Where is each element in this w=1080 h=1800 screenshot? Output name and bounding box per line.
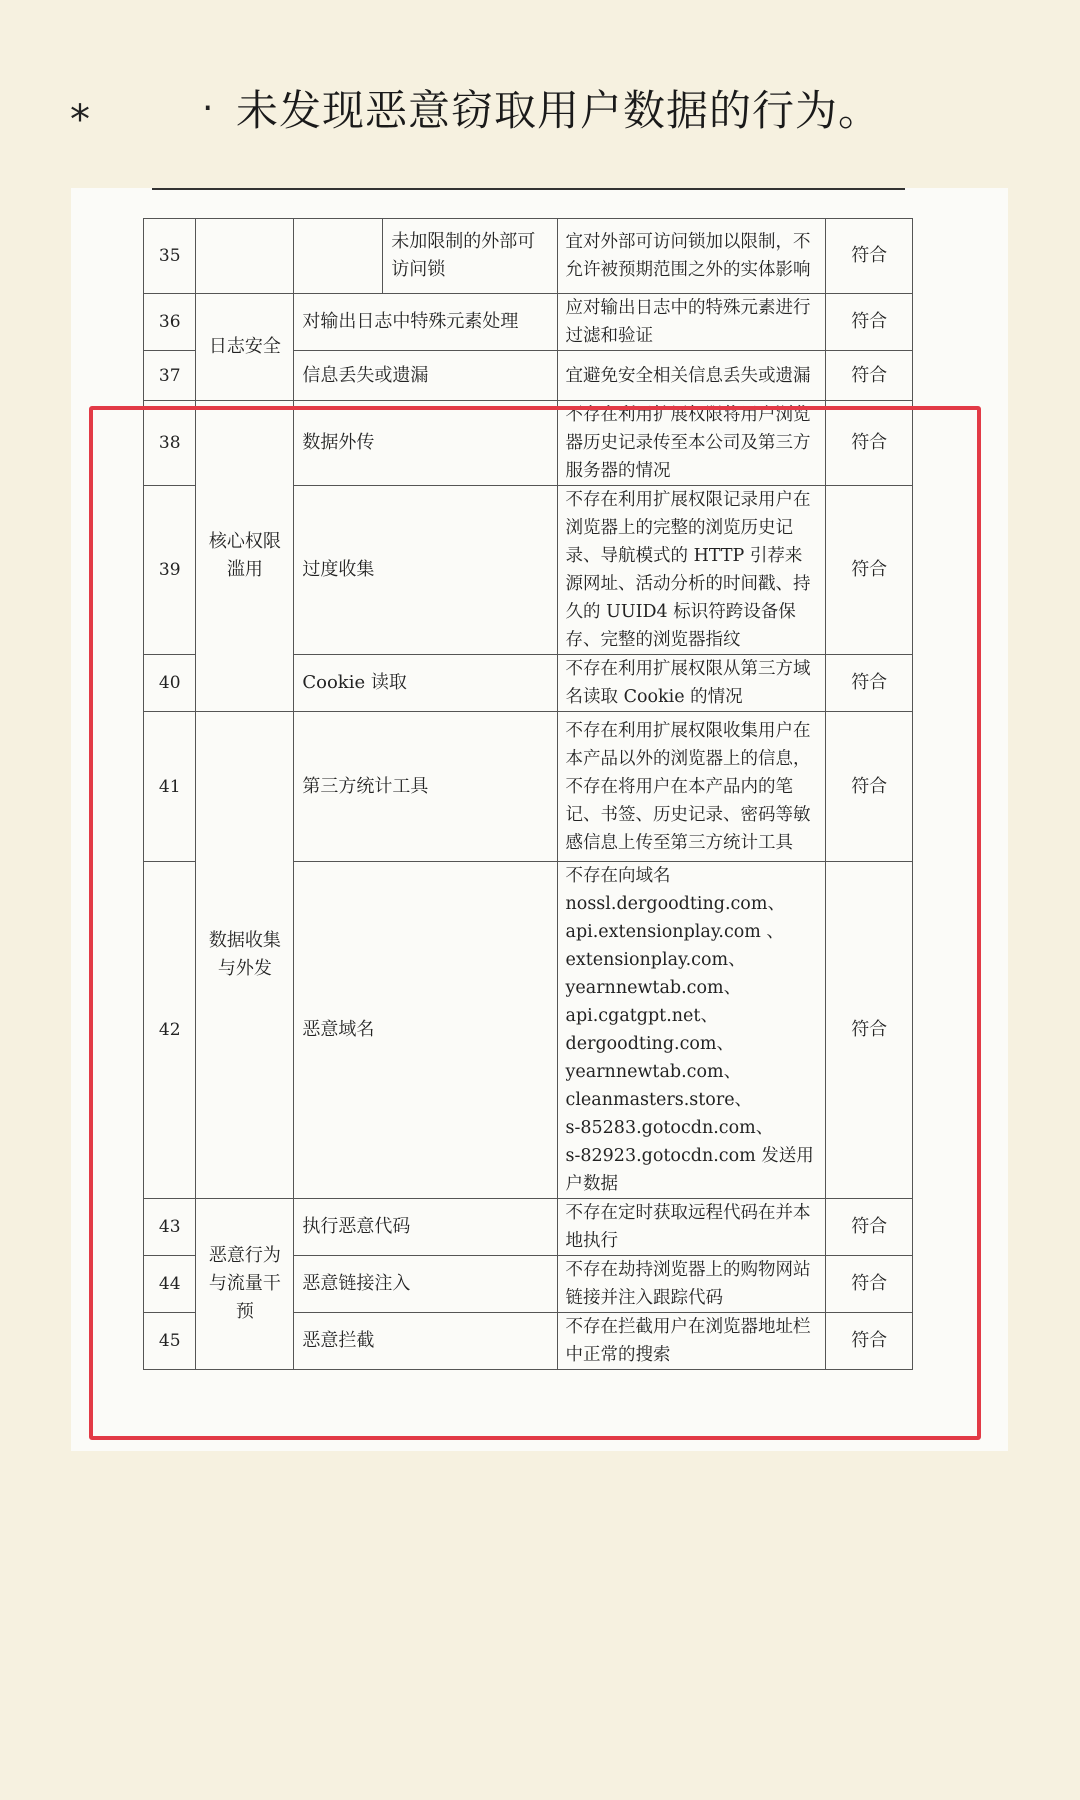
description-cell: 不存在定时获取远程代码在并本地执行 bbox=[557, 1199, 826, 1256]
row-number: 44 bbox=[144, 1256, 196, 1313]
row-number: 43 bbox=[144, 1199, 196, 1256]
category-cell: 数据收集与外发 bbox=[196, 712, 294, 1199]
asterisk-marker: * bbox=[70, 97, 90, 143]
result-cell: 符合 bbox=[826, 655, 913, 712]
description-cell: 宜避免安全相关信息丢失或遗漏 bbox=[557, 351, 826, 401]
item-cell: 数据外传 bbox=[294, 401, 557, 486]
subcategory-cell bbox=[294, 219, 383, 294]
result-cell: 符合 bbox=[826, 1199, 913, 1256]
item-cell: 执行恶意代码 bbox=[294, 1199, 557, 1256]
bullet-line bbox=[70, 78, 1040, 143]
row-number: 37 bbox=[144, 351, 196, 401]
item-cell: Cookie 读取 bbox=[294, 655, 557, 712]
row-number: 42 bbox=[144, 862, 196, 1199]
row-number: 36 bbox=[144, 294, 196, 351]
domain-line: yearnnewtab.com、 bbox=[565, 978, 742, 998]
item-cell: 恶意拦截 bbox=[294, 1313, 557, 1370]
bullet-dot: · bbox=[202, 87, 214, 129]
domain-line: cleanmasters.store、 bbox=[565, 1090, 753, 1110]
description-cell: 不存在利用扩展权限收集用户在本产品以外的浏览器上的信息，不存在将用户在本产品内的笔记、书签、历史记录、密码等敏感信息上传至第三方统计工具 bbox=[557, 712, 826, 862]
domain-line: extensionplay.com、 bbox=[565, 950, 746, 970]
row-number: 39 bbox=[144, 486, 196, 655]
table-row bbox=[144, 294, 913, 351]
item-cell: 过度收集 bbox=[294, 486, 557, 655]
category-cell: 核心权限滥用 bbox=[196, 401, 294, 712]
item-cell: 未加限制的外部可访问锁 bbox=[383, 219, 557, 294]
item-cell: 恶意域名 bbox=[294, 862, 557, 1199]
domain-line: 不存在向域名 bbox=[565, 866, 671, 886]
result-cell: 符合 bbox=[826, 862, 913, 1199]
table-row bbox=[144, 712, 913, 862]
category-cell: 恶意行为与流量干预 bbox=[196, 1199, 294, 1370]
result-cell: 符合 bbox=[826, 712, 913, 862]
result-cell: 符合 bbox=[826, 401, 913, 486]
description-cell bbox=[557, 862, 826, 1199]
domain-line: s-82923.gotocdn.com 发送用户数据 bbox=[565, 1146, 814, 1194]
description-cell: 应对输出日志中的特殊元素进行过滤和验证 bbox=[557, 294, 826, 351]
domain-line: api.extensionplay.com 、 bbox=[565, 922, 784, 942]
result-cell: 符合 bbox=[826, 1313, 913, 1370]
item-cell: 第三方统计工具 bbox=[294, 712, 557, 862]
table-row bbox=[144, 401, 913, 486]
domain-line: s-85283.gotocdn.com、 bbox=[565, 1118, 774, 1138]
result-cell: 符合 bbox=[826, 351, 913, 401]
compliance-table bbox=[143, 218, 913, 1370]
result-cell: 符合 bbox=[826, 1256, 913, 1313]
result-cell: 符合 bbox=[826, 294, 913, 351]
result-cell: 符合 bbox=[826, 486, 913, 655]
item-cell: 对输出日志中特殊元素处理 bbox=[294, 294, 557, 351]
domain-line: dergoodting.com、 bbox=[565, 1034, 735, 1054]
item-cell: 信息丢失或遗漏 bbox=[294, 351, 557, 401]
row-number: 35 bbox=[144, 219, 196, 294]
row-number: 41 bbox=[144, 712, 196, 862]
description-cell: 不存在利用扩展权限将用户浏览器历史记录传至本公司及第三方服务器的情况 bbox=[557, 401, 826, 486]
row-number: 40 bbox=[144, 655, 196, 712]
description-cell: 不存在劫持浏览器上的购物网站链接并注入跟踪代码 bbox=[557, 1256, 826, 1313]
description-cell: 宜对外部可访问锁加以限制，不允许被预期范围之外的实体影响 bbox=[557, 219, 826, 294]
domain-line: yearnnewtab.com、 bbox=[565, 1062, 742, 1082]
item-cell: 恶意链接注入 bbox=[294, 1256, 557, 1313]
row-number: 38 bbox=[144, 401, 196, 486]
bullet-text: 未发现恶意窃取用户数据的行为。 bbox=[236, 86, 882, 135]
domain-line: api.cgatgpt.net、 bbox=[565, 1006, 718, 1026]
table-row bbox=[144, 1199, 913, 1256]
description-cell: 不存在利用扩展权限记录用户在浏览器上的完整的浏览历史记录、导航模式的 HTTP 引荐来源网址、活动分析的时间戳、持久的 UUID4 标识符跨设备保存、完整的浏览器指纹 bbox=[557, 486, 826, 655]
category-cell: 日志安全 bbox=[196, 294, 294, 401]
description-cell: 不存在利用扩展权限从第三方域名读取 Cookie 的情况 bbox=[557, 655, 826, 712]
top-rule bbox=[152, 188, 905, 190]
document-scan bbox=[71, 188, 1008, 1451]
table-row bbox=[144, 219, 913, 294]
row-number: 45 bbox=[144, 1313, 196, 1370]
category-cell bbox=[196, 219, 294, 294]
description-cell: 不存在拦截用户在浏览器地址栏中正常的搜索 bbox=[557, 1313, 826, 1370]
domain-line: nossl.dergoodting.com、 bbox=[565, 894, 785, 914]
result-cell: 符合 bbox=[826, 219, 913, 294]
